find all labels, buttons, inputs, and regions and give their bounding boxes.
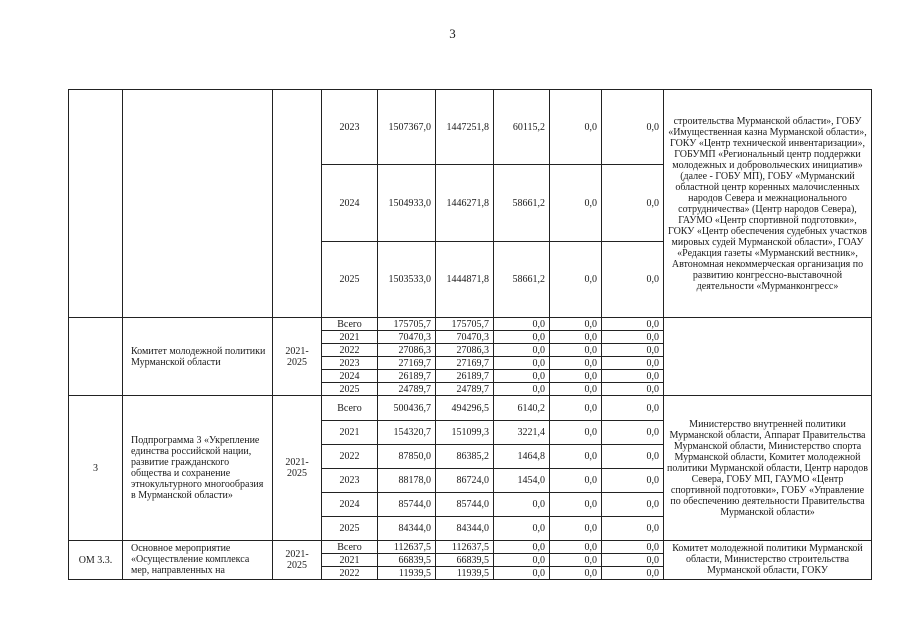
total-cell: 87850,0 <box>378 445 436 469</box>
year-cell: Всего <box>322 396 378 421</box>
amount-cell: 0,0 <box>494 370 550 383</box>
amount-cell: 0,0 <box>602 396 664 421</box>
amount-cell: 175705,7 <box>436 318 494 331</box>
amount-cell: 0,0 <box>550 396 602 421</box>
year-cell: 2025 <box>322 383 378 396</box>
amount-cell: 0,0 <box>602 357 664 370</box>
amount-cell: 494296,5 <box>436 396 494 421</box>
amount-cell: 26189,7 <box>436 370 494 383</box>
total-cell: 66839,5 <box>378 554 436 567</box>
amount-cell: 11939,5 <box>436 567 494 580</box>
amount-cell: 24789,7 <box>436 383 494 396</box>
period-cell: 2021-2025 <box>273 541 322 580</box>
amount-cell: 0,0 <box>550 370 602 383</box>
total-cell: 70470,3 <box>378 331 436 344</box>
executors-cell: Министерство внутренней политики Мурманской области, Аппарат Правительства Мурманской области, Министерство спорта Мурманской области, Комитет молодежной политики Мурманской области, Центр народов Севера, ГОБУ МП, ГАУМО «Центр спортивной подготовки», ГОБУ «Управление по обеспечению деятельности Правительства Мурманской области» <box>664 396 872 541</box>
amount-cell: 0,0 <box>602 370 664 383</box>
table-row <box>69 318 872 331</box>
number-cell: ОМ 3.3. <box>69 541 123 580</box>
amount-cell: 0,0 <box>602 445 664 469</box>
amount-cell: 0,0 <box>494 567 550 580</box>
amount-cell: 3221,4 <box>494 421 550 445</box>
amount-cell: 1446271,8 <box>436 165 494 242</box>
amount-cell: 151099,3 <box>436 421 494 445</box>
year-cell: 2023 <box>322 90 378 165</box>
amount-cell: 0,0 <box>550 493 602 517</box>
amount-cell: 0,0 <box>494 344 550 357</box>
period-cell: 2021-2025 <box>273 318 322 396</box>
year-cell: 2024 <box>322 370 378 383</box>
amount-cell: 0,0 <box>550 242 602 318</box>
amount-cell: 1444871,8 <box>436 242 494 318</box>
amount-cell: 0,0 <box>550 165 602 242</box>
amount-cell: 112637,5 <box>436 541 494 554</box>
total-cell: 1507367,0 <box>378 90 436 165</box>
amount-cell: 85744,0 <box>436 493 494 517</box>
total-cell: 24789,7 <box>378 383 436 396</box>
year-cell: 2021 <box>322 554 378 567</box>
amount-cell: 0,0 <box>550 567 602 580</box>
amount-cell: 84344,0 <box>436 517 494 541</box>
year-cell: 2021 <box>322 421 378 445</box>
amount-cell: 0,0 <box>550 517 602 541</box>
amount-cell: 0,0 <box>550 554 602 567</box>
amount-cell: 58661,2 <box>494 242 550 318</box>
amount-cell: 0,0 <box>494 357 550 370</box>
amount-cell: 60115,2 <box>494 90 550 165</box>
amount-cell: 1464,8 <box>494 445 550 469</box>
amount-cell: 70470,3 <box>436 331 494 344</box>
year-cell: 2022 <box>322 567 378 580</box>
amount-cell: 27169,7 <box>436 357 494 370</box>
funding-table <box>68 89 872 580</box>
executors-cell <box>664 318 872 396</box>
amount-cell: 0,0 <box>550 318 602 331</box>
amount-cell: 0,0 <box>550 383 602 396</box>
total-cell: 85744,0 <box>378 493 436 517</box>
total-cell: 27169,7 <box>378 357 436 370</box>
period-cell <box>273 90 322 318</box>
year-cell: Всего <box>322 318 378 331</box>
number-cell <box>69 318 123 396</box>
page-number: 3 <box>449 26 456 41</box>
number-cell: 3 <box>69 396 123 541</box>
year-cell: 2025 <box>322 517 378 541</box>
amount-cell: 0,0 <box>602 331 664 344</box>
year-cell: 2024 <box>322 165 378 242</box>
amount-cell: 0,0 <box>494 517 550 541</box>
amount-cell: 86724,0 <box>436 469 494 493</box>
amount-cell: 0,0 <box>550 421 602 445</box>
amount-cell: 0,0 <box>550 90 602 165</box>
number-cell <box>69 90 123 318</box>
executors-cell: строительства Мурманской области», ГОБУ «Имущественная казна Мурманской области», ГОКУ «Центр технической инвентаризации», ГОБУМП «Региональный центр поддержки молодежных и добровольческих инициатив» (далее - ГОБУ МП), ГОБУ «Мурманский областной центр коренных малочисленных народов Севера и межнационального сотрудничества» (Центр народов Севера), ГАУМО «Центр спортивной подготовки», ГОКУ «Центр обеспечения судебных участков мировых судей Мурманской области», ГОАУ «Редакция газеты «Мурманский вестник», Автономная некоммерческая организация по развитию конгрессно-выставочной деятельности «Мурманконгресс» <box>664 90 872 318</box>
amount-cell: 27086,3 <box>436 344 494 357</box>
amount-cell: 0,0 <box>550 357 602 370</box>
amount-cell: 0,0 <box>602 165 664 242</box>
amount-cell: 6140,2 <box>494 396 550 421</box>
total-cell: 26189,7 <box>378 370 436 383</box>
amount-cell: 0,0 <box>494 331 550 344</box>
year-cell: Всего <box>322 541 378 554</box>
amount-cell: 0,0 <box>494 541 550 554</box>
amount-cell: 0,0 <box>602 469 664 493</box>
name-cell: Основное мероприятие «Осуществление комплекса мер, направленных на <box>123 541 273 580</box>
total-cell: 112637,5 <box>378 541 436 554</box>
year-cell: 2023 <box>322 469 378 493</box>
total-cell: 175705,7 <box>378 318 436 331</box>
amount-cell: 86385,2 <box>436 445 494 469</box>
amount-cell: 0,0 <box>602 318 664 331</box>
amount-cell: 66839,5 <box>436 554 494 567</box>
total-cell: 1504933,0 <box>378 165 436 242</box>
name-cell: Комитет молодежной политики Мурманской области <box>123 318 273 396</box>
year-cell: 2022 <box>322 344 378 357</box>
table-row <box>69 90 872 165</box>
amount-cell: 0,0 <box>602 493 664 517</box>
executors-cell: Комитет молодежной политики Мурманской области, Министерство строительства Мурманской области, ГОКУ <box>664 541 872 580</box>
amount-cell: 0,0 <box>602 554 664 567</box>
amount-cell: 0,0 <box>602 344 664 357</box>
amount-cell: 0,0 <box>494 493 550 517</box>
amount-cell: 0,0 <box>550 469 602 493</box>
year-cell: 2022 <box>322 445 378 469</box>
amount-cell: 0,0 <box>494 554 550 567</box>
year-cell: 2024 <box>322 493 378 517</box>
total-cell: 11939,5 <box>378 567 436 580</box>
amount-cell: 0,0 <box>550 331 602 344</box>
amount-cell: 0,0 <box>602 567 664 580</box>
total-cell: 500436,7 <box>378 396 436 421</box>
amount-cell: 1447251,8 <box>436 90 494 165</box>
amount-cell: 0,0 <box>602 517 664 541</box>
amount-cell: 58661,2 <box>494 165 550 242</box>
amount-cell: 0,0 <box>550 445 602 469</box>
amount-cell: 0,0 <box>494 383 550 396</box>
year-cell: 2021 <box>322 331 378 344</box>
total-cell: 88178,0 <box>378 469 436 493</box>
table-row <box>69 396 872 421</box>
year-cell: 2025 <box>322 242 378 318</box>
amount-cell: 0,0 <box>602 421 664 445</box>
total-cell: 84344,0 <box>378 517 436 541</box>
amount-cell: 0,0 <box>494 318 550 331</box>
total-cell: 27086,3 <box>378 344 436 357</box>
table-row <box>69 541 872 554</box>
name-cell <box>123 90 273 318</box>
amount-cell: 0,0 <box>602 383 664 396</box>
amount-cell: 1454,0 <box>494 469 550 493</box>
total-cell: 154320,7 <box>378 421 436 445</box>
amount-cell: 0,0 <box>602 541 664 554</box>
period-cell: 2021-2025 <box>273 396 322 541</box>
amount-cell: 0,0 <box>550 541 602 554</box>
amount-cell: 0,0 <box>602 90 664 165</box>
amount-cell: 0,0 <box>602 242 664 318</box>
name-cell: Подпрограмма 3 «Укрепление единства российской нации, развитие гражданского общества и сохранение этнокультурного многообразия в Мурманской области» <box>123 396 273 541</box>
total-cell: 1503533,0 <box>378 242 436 318</box>
amount-cell: 0,0 <box>550 344 602 357</box>
year-cell: 2023 <box>322 357 378 370</box>
